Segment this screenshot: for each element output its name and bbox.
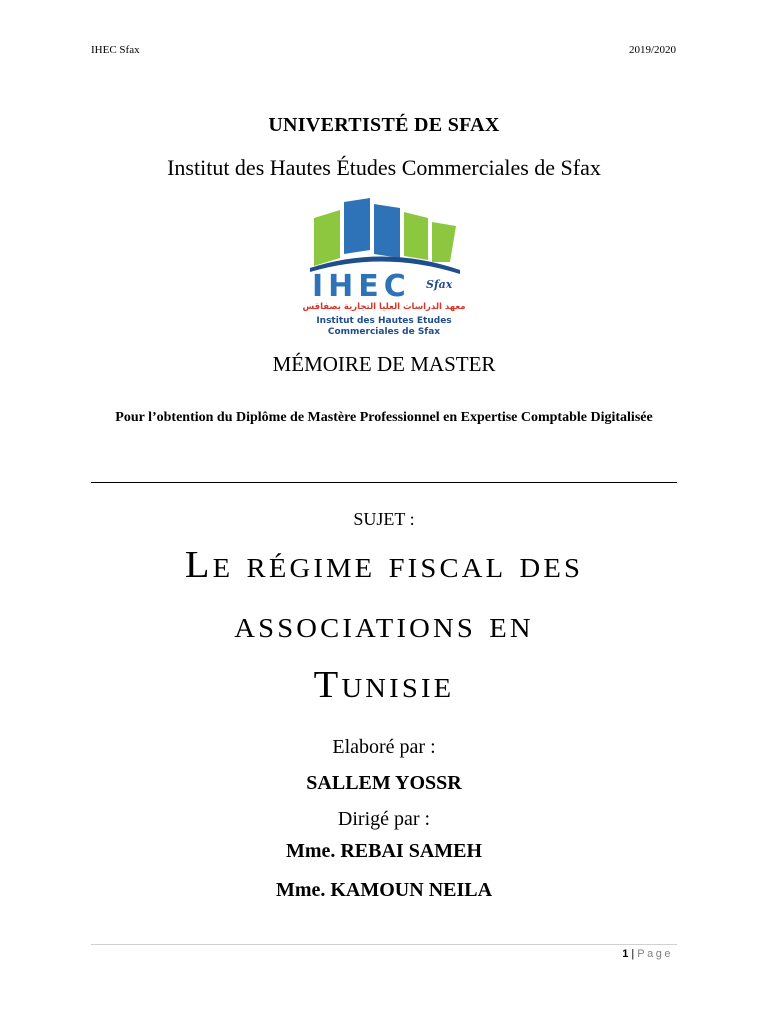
logo-sub-text: Sfax bbox=[426, 278, 453, 291]
thesis-title-line-3: Tunisie bbox=[313, 664, 455, 706]
header-left-text: IHEC Sfax bbox=[91, 44, 140, 56]
page-label: Page bbox=[637, 948, 673, 960]
supervisor-2: Mme. KAMOUN NEILA bbox=[275, 879, 493, 901]
page-footer bbox=[622, 948, 673, 960]
memoire-title: MÉMOIRE DE MASTER bbox=[272, 352, 496, 376]
page-number: 1 bbox=[622, 948, 629, 960]
logo-main-text: IHEC bbox=[312, 269, 411, 304]
thesis-title-line-1: Le régime fiscal des bbox=[184, 544, 584, 586]
ihec-logo bbox=[300, 196, 468, 338]
logo-arabic-text: معهد الدراسات العليا التجارية بصفاقس bbox=[302, 302, 466, 312]
footer-rule bbox=[91, 944, 677, 945]
logo-caption-line2: Commerciales de Sfax bbox=[327, 327, 441, 337]
thesis-title-line-2: associations en bbox=[234, 604, 534, 646]
obtention-text: Pour l’obtention du Diplôme de Mastère Professionnel en Expertise Comptable Digitalisée bbox=[115, 410, 653, 425]
header-right-text: 2019/2020 bbox=[628, 44, 676, 56]
university-name: UNIVERTISTÉ DE SFAX bbox=[268, 114, 500, 136]
horizontal-rule bbox=[91, 482, 677, 483]
elabore-label: Elaboré par : bbox=[332, 736, 436, 758]
author-name: SALLEM YOSSR bbox=[306, 772, 462, 794]
supervisor-1: Mme. REBAI SAMEH bbox=[285, 840, 483, 862]
sujet-label: SUJET : bbox=[353, 509, 415, 529]
footer-separator: | bbox=[631, 948, 635, 960]
institute-name: Institut des Hautes Études Commerciales de Sfax bbox=[167, 155, 601, 180]
logo-caption-line1: Institut des Hautes Etudes bbox=[316, 316, 452, 326]
dirige-label: Dirigé par : bbox=[337, 808, 431, 830]
logo-emblem-icon bbox=[310, 198, 460, 274]
